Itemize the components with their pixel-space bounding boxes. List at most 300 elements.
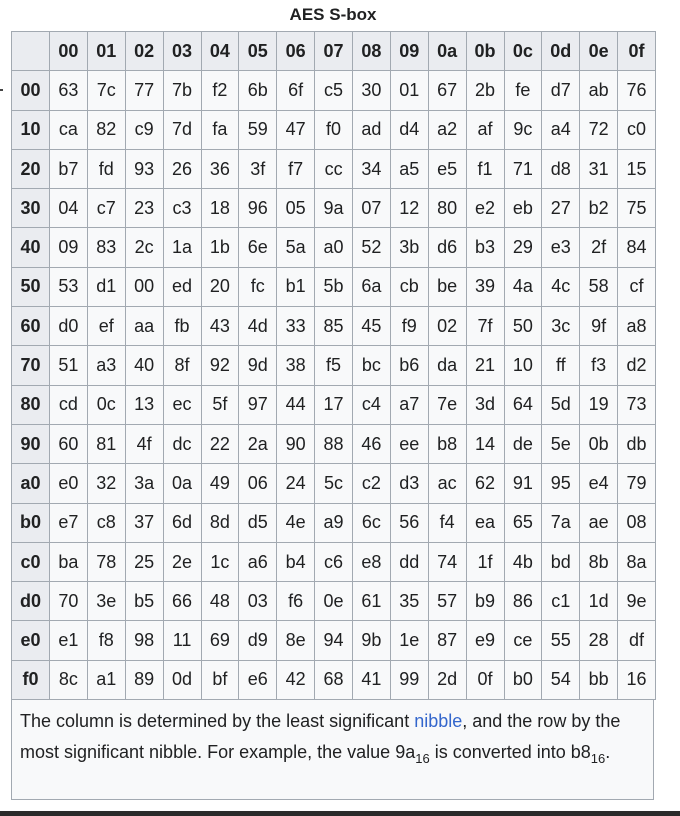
sbox-cell: c4 <box>353 385 391 424</box>
sbox-cell: a3 <box>87 346 125 385</box>
table-row <box>12 464 656 503</box>
subscript-16: 16 <box>590 751 606 766</box>
sbox-cell: 9f <box>580 307 618 346</box>
sbox-cell: 8f <box>163 346 201 385</box>
sbox-cell: 82 <box>87 110 125 149</box>
sbox-cell: 48 <box>201 582 239 621</box>
sbox-cell: 01 <box>390 71 428 110</box>
sbox-cell: 32 <box>87 464 125 503</box>
table-row <box>12 660 656 699</box>
sbox-cell: ae <box>580 503 618 542</box>
sbox-cell: 19 <box>580 385 618 424</box>
sbox-cell: 36 <box>201 149 239 188</box>
column-header: 05 <box>239 32 277 71</box>
sbox-cell: 37 <box>125 503 163 542</box>
sbox-cell: 5e <box>542 424 580 463</box>
sbox-cell: 66 <box>163 582 201 621</box>
row-header: a0 <box>12 464 50 503</box>
sbox-cell: 4b <box>504 542 542 581</box>
row-header: 10 <box>12 110 50 149</box>
table-row <box>12 503 656 542</box>
sbox-cell: 65 <box>504 503 542 542</box>
sbox-cell: 23 <box>125 189 163 228</box>
sbox-cell: b2 <box>580 189 618 228</box>
sbox-cell: 76 <box>618 71 656 110</box>
table-row <box>12 307 656 346</box>
sbox-cell: 67 <box>428 71 466 110</box>
sbox-cell: f6 <box>277 582 315 621</box>
sbox-cell: 69 <box>201 621 239 660</box>
sbox-cell: 4f <box>125 424 163 463</box>
sbox-cell: e0 <box>50 464 88 503</box>
sbox-cell: 0b <box>580 424 618 463</box>
sbox-cell: be <box>428 267 466 306</box>
sbox-cell: 8c <box>50 660 88 699</box>
column-header: 04 <box>201 32 239 71</box>
sbox-cell: 5f <box>201 385 239 424</box>
sbox-cell: b9 <box>466 582 504 621</box>
sbox-cell: e8 <box>353 542 391 581</box>
sbox-cell: 91 <box>504 464 542 503</box>
sbox-cell: 2c <box>125 228 163 267</box>
sbox-cell: 3a <box>125 464 163 503</box>
sbox-cell: 4a <box>504 267 542 306</box>
sbox-cell: 5b <box>315 267 353 306</box>
sbox-cell: 49 <box>201 464 239 503</box>
sbox-cell: 57 <box>428 582 466 621</box>
column-header: 06 <box>277 32 315 71</box>
sbox-cell: e5 <box>428 149 466 188</box>
sbox-cell: a5 <box>390 149 428 188</box>
sbox-cell: e6 <box>239 660 277 699</box>
sbox-cell: 33 <box>277 307 315 346</box>
sbox-cell: dc <box>163 424 201 463</box>
margin-mark <box>0 89 3 91</box>
sbox-cell: c6 <box>315 542 353 581</box>
sbox-cell: fd <box>87 149 125 188</box>
sbox-cell: 54 <box>542 660 580 699</box>
row-header: 60 <box>12 307 50 346</box>
sbox-cell: 75 <box>618 189 656 228</box>
sbox-cell: eb <box>504 189 542 228</box>
sbox-cell: cb <box>390 267 428 306</box>
sbox-cell: 74 <box>428 542 466 581</box>
sbox-cell: f7 <box>277 149 315 188</box>
sbox-cell: a0 <box>315 228 353 267</box>
sbox-cell: 63 <box>50 71 88 110</box>
footnote-text-1: The column is determined by the least significant <box>20 711 415 731</box>
bottom-bar <box>0 811 680 816</box>
sbox-cell: cc <box>315 149 353 188</box>
sbox-cell: 6d <box>163 503 201 542</box>
sbox-cell: 1b <box>201 228 239 267</box>
sbox-cell: d8 <box>542 149 580 188</box>
sbox-cell: ea <box>466 503 504 542</box>
row-header: 00 <box>12 71 50 110</box>
footnote-text-4: . <box>605 742 611 762</box>
sbox-cell: 68 <box>315 660 353 699</box>
sbox-cell: 72 <box>580 110 618 149</box>
sbox-cell: f0 <box>315 110 353 149</box>
sbox-cell: c5 <box>315 71 353 110</box>
sbox-cell: f3 <box>580 346 618 385</box>
sbox-cell: 87 <box>428 621 466 660</box>
corner-cell <box>12 32 50 71</box>
sbox-cell: 8a <box>618 542 656 581</box>
sbox-cell: 79 <box>618 464 656 503</box>
sbox-cell: 73 <box>618 385 656 424</box>
sbox-cell: 0e <box>315 582 353 621</box>
sbox-cell: ad <box>353 110 391 149</box>
sbox-cell: ee <box>390 424 428 463</box>
sbox-cell: 06 <box>239 464 277 503</box>
sbox-cell: d0 <box>50 307 88 346</box>
column-header: 01 <box>87 32 125 71</box>
sbox-cell: 39 <box>466 267 504 306</box>
sbox-cell: d7 <box>542 71 580 110</box>
sbox-cell: d1 <box>87 267 125 306</box>
row-header: 50 <box>12 267 50 306</box>
sbox-cell: da <box>428 346 466 385</box>
sbox-cell: 59 <box>239 110 277 149</box>
sbox-cell: 92 <box>201 346 239 385</box>
sbox-cell: f8 <box>87 621 125 660</box>
sbox-cell: 7e <box>428 385 466 424</box>
sbox-cell: fa <box>201 110 239 149</box>
sbox-cell: aa <box>125 307 163 346</box>
column-header: 08 <box>353 32 391 71</box>
row-header: 20 <box>12 149 50 188</box>
sbox-cell: 03 <box>239 582 277 621</box>
table-row <box>12 149 656 188</box>
sbox-cell: 7d <box>163 110 201 149</box>
sbox-cell: 52 <box>353 228 391 267</box>
sbox-cell: 30 <box>353 71 391 110</box>
sbox-cell: 2b <box>466 71 504 110</box>
sbox-cell: 9a <box>315 189 353 228</box>
sbox-cell: 95 <box>542 464 580 503</box>
sbox-cell: 02 <box>428 307 466 346</box>
sbox-cell: de <box>504 424 542 463</box>
sbox-cell: 2f <box>580 228 618 267</box>
sbox-cell: db <box>618 424 656 463</box>
sbox-cell: 1d <box>580 582 618 621</box>
row-header: c0 <box>12 542 50 581</box>
sbox-cell: 05 <box>277 189 315 228</box>
table-row <box>12 228 656 267</box>
sbox-cell: 11 <box>163 621 201 660</box>
sbox-cell: 70 <box>50 582 88 621</box>
table-row <box>12 110 656 149</box>
row-header: 70 <box>12 346 50 385</box>
sbox-cell: 12 <box>390 189 428 228</box>
sbox-cell: 7f <box>466 307 504 346</box>
row-header: 80 <box>12 385 50 424</box>
sbox-cell: 85 <box>315 307 353 346</box>
sbox-cell: 42 <box>277 660 315 699</box>
sbox-cell: 43 <box>201 307 239 346</box>
table-row <box>12 189 656 228</box>
sbox-cell: 04 <box>50 189 88 228</box>
sbox-cell: 41 <box>353 660 391 699</box>
sbox-cell: 10 <box>504 346 542 385</box>
sbox-cell: c8 <box>87 503 125 542</box>
sbox-cell: f2 <box>201 71 239 110</box>
sbox-cell: b8 <box>428 424 466 463</box>
column-header: 09 <box>390 32 428 71</box>
sbox-cell: a6 <box>239 542 277 581</box>
sbox-cell: 8b <box>580 542 618 581</box>
sbox-cell: d6 <box>428 228 466 267</box>
sbox-cell: 2e <box>163 542 201 581</box>
sbox-cell: 6b <box>239 71 277 110</box>
sbox-cell: 50 <box>504 307 542 346</box>
sbox-cell: bc <box>353 346 391 385</box>
sbox-cell: 94 <box>315 621 353 660</box>
sbox-cell: c2 <box>353 464 391 503</box>
sbox-table <box>11 31 656 700</box>
sbox-cell: cd <box>50 385 88 424</box>
sbox-cell: e3 <box>542 228 580 267</box>
sbox-cell: 62 <box>466 464 504 503</box>
sbox-cell: 71 <box>504 149 542 188</box>
sbox-cell: 0d <box>163 660 201 699</box>
sbox-cell: 18 <box>201 189 239 228</box>
sbox-cell: fb <box>163 307 201 346</box>
sbox-cell: b4 <box>277 542 315 581</box>
sbox-cell: ed <box>163 267 201 306</box>
sbox-cell: 51 <box>50 346 88 385</box>
sbox-cell: 21 <box>466 346 504 385</box>
column-header: 02 <box>125 32 163 71</box>
sbox-cell: e1 <box>50 621 88 660</box>
table-row <box>12 424 656 463</box>
sbox-cell: 9d <box>239 346 277 385</box>
row-header: 30 <box>12 189 50 228</box>
sbox-cell: 1f <box>466 542 504 581</box>
sbox-cell: 97 <box>239 385 277 424</box>
sbox-cell: a7 <box>390 385 428 424</box>
column-header: 0b <box>466 32 504 71</box>
sbox-cell: 27 <box>542 189 580 228</box>
sbox-cell: 7c <box>87 71 125 110</box>
sbox-cell: e7 <box>50 503 88 542</box>
sbox-cell: ec <box>163 385 201 424</box>
sbox-cell: 84 <box>618 228 656 267</box>
table-row <box>12 621 656 660</box>
sbox-cell: 3f <box>239 149 277 188</box>
column-header: 0e <box>580 32 618 71</box>
table-row <box>12 385 656 424</box>
table-caption: AES S-box <box>289 5 377 24</box>
sbox-cell: 0a <box>163 464 201 503</box>
sbox-cell: 7a <box>542 503 580 542</box>
sbox-cell: ca <box>50 110 88 149</box>
sbox-cell: 07 <box>353 189 391 228</box>
sbox-cell: a1 <box>87 660 125 699</box>
footnote-text-2: , and the row by the most significant nibble. For example, the value 9a <box>20 711 621 762</box>
sbox-cell: e2 <box>466 189 504 228</box>
sbox-cell: 47 <box>277 110 315 149</box>
sbox-cell: c7 <box>87 189 125 228</box>
column-header-row <box>12 32 656 71</box>
sbox-cell: 35 <box>390 582 428 621</box>
sbox-cell: 34 <box>353 149 391 188</box>
column-header: 03 <box>163 32 201 71</box>
sbox-cell: 2d <box>428 660 466 699</box>
sbox-cell: 3e <box>87 582 125 621</box>
sbox-cell: 56 <box>390 503 428 542</box>
sbox-cell: a9 <box>315 503 353 542</box>
table-footnote <box>11 700 654 800</box>
sbox-cell: 77 <box>125 71 163 110</box>
sbox-cell: c3 <box>163 189 201 228</box>
sbox-cell: 25 <box>125 542 163 581</box>
sbox-cell: 5d <box>542 385 580 424</box>
sbox-cell: 64 <box>504 385 542 424</box>
row-header: 40 <box>12 228 50 267</box>
sbox-cell: 22 <box>201 424 239 463</box>
sbox-cell: 98 <box>125 621 163 660</box>
sbox-cell: 00 <box>125 267 163 306</box>
sbox-cell: 46 <box>353 424 391 463</box>
sbox-cell: 78 <box>87 542 125 581</box>
sbox-cell: 20 <box>201 267 239 306</box>
sbox-cell: b1 <box>277 267 315 306</box>
table-row <box>12 346 656 385</box>
table-row <box>12 267 656 306</box>
row-header: b0 <box>12 503 50 542</box>
sbox-cell: 6f <box>277 71 315 110</box>
sbox-cell: 96 <box>239 189 277 228</box>
sbox-cell: 6c <box>353 503 391 542</box>
sbox-cell: 14 <box>466 424 504 463</box>
sbox-cell: 3d <box>466 385 504 424</box>
sbox-cell: 13 <box>125 385 163 424</box>
sbox-cell: f1 <box>466 149 504 188</box>
column-header: 0c <box>504 32 542 71</box>
column-header: 0f <box>618 32 656 71</box>
column-header: 00 <box>50 32 88 71</box>
sbox-cell: 55 <box>542 621 580 660</box>
sbox-cell: 29 <box>504 228 542 267</box>
sbox-cell: 4d <box>239 307 277 346</box>
sbox-cell: 88 <box>315 424 353 463</box>
sbox-cell: 0c <box>87 385 125 424</box>
sbox-cell: f5 <box>315 346 353 385</box>
sbox-cell: c9 <box>125 110 163 149</box>
sbox-cell: 99 <box>390 660 428 699</box>
sbox-cell: 81 <box>87 424 125 463</box>
sbox-cell: ff <box>542 346 580 385</box>
sbox-cell: 16 <box>618 660 656 699</box>
sbox-cell: d4 <box>390 110 428 149</box>
row-header: 90 <box>12 424 50 463</box>
sbox-cell: 08 <box>618 503 656 542</box>
sbox-cell: 1e <box>390 621 428 660</box>
sbox-cell: ba <box>50 542 88 581</box>
sbox-cell: b6 <box>390 346 428 385</box>
sbox-cell: 60 <box>50 424 88 463</box>
sbox-body <box>12 71 656 700</box>
column-header: 0a <box>428 32 466 71</box>
sbox-cell: 3c <box>542 307 580 346</box>
sbox-cell: bf <box>201 660 239 699</box>
sbox-cell: d3 <box>390 464 428 503</box>
sbox-cell: bb <box>580 660 618 699</box>
sbox-cell: 1a <box>163 228 201 267</box>
sbox-cell: ce <box>504 621 542 660</box>
sbox-cell: 5c <box>315 464 353 503</box>
sbox-cell: 38 <box>277 346 315 385</box>
sbox-cell: cf <box>618 267 656 306</box>
sbox-cell: af <box>466 110 504 149</box>
nibble-link[interactable]: nibble <box>414 711 463 731</box>
sbox-cell: 7b <box>163 71 201 110</box>
sbox-cell: 83 <box>87 228 125 267</box>
sbox-cell: c1 <box>542 582 580 621</box>
sbox-cell: a4 <box>542 110 580 149</box>
sbox-cell: 3b <box>390 228 428 267</box>
sbox-cell: f4 <box>428 503 466 542</box>
sbox-cell: 9e <box>618 582 656 621</box>
sbox-cell: 93 <box>125 149 163 188</box>
sbox-cell: d5 <box>239 503 277 542</box>
sbox-cell: ef <box>87 307 125 346</box>
sbox-cell: 8e <box>277 621 315 660</box>
sbox-cell: 28 <box>580 621 618 660</box>
sbox-cell: 44 <box>277 385 315 424</box>
sbox-cell: 24 <box>277 464 315 503</box>
table-row <box>12 71 656 110</box>
column-header: 0d <box>542 32 580 71</box>
sbox-cell: fe <box>504 71 542 110</box>
sbox-cell: ab <box>580 71 618 110</box>
sbox-cell: e4 <box>580 464 618 503</box>
sbox-cell: 53 <box>50 267 88 306</box>
sbox-cell: a8 <box>618 307 656 346</box>
subscript-16: 16 <box>415 751 430 766</box>
sbox-cell: 80 <box>428 189 466 228</box>
sbox-cell: df <box>618 621 656 660</box>
sbox-cell: 9b <box>353 621 391 660</box>
row-header: d0 <box>12 582 50 621</box>
sbox-cell: 9c <box>504 110 542 149</box>
column-header: 07 <box>315 32 353 71</box>
footnote-text-3: is converted into b8 <box>429 742 591 762</box>
sbox-cell: b5 <box>125 582 163 621</box>
sbox-cell: 1c <box>201 542 239 581</box>
row-header: e0 <box>12 621 50 660</box>
sbox-cell: 15 <box>618 149 656 188</box>
sbox-cell: 26 <box>163 149 201 188</box>
sbox-cell: 31 <box>580 149 618 188</box>
sbox-cell: 17 <box>315 385 353 424</box>
sbox-cell: 86 <box>504 582 542 621</box>
sbox-cell: 61 <box>353 582 391 621</box>
sbox-cell: 6a <box>353 267 391 306</box>
sbox-cell: b3 <box>466 228 504 267</box>
sbox-cell: 2a <box>239 424 277 463</box>
table-row <box>12 542 656 581</box>
sbox-cell: 58 <box>580 267 618 306</box>
sbox-cell: a2 <box>428 110 466 149</box>
sbox-cell: dd <box>390 542 428 581</box>
sbox-cell: d9 <box>239 621 277 660</box>
sbox-cell: 4e <box>277 503 315 542</box>
row-header: f0 <box>12 660 50 699</box>
sbox-cell: 0f <box>466 660 504 699</box>
